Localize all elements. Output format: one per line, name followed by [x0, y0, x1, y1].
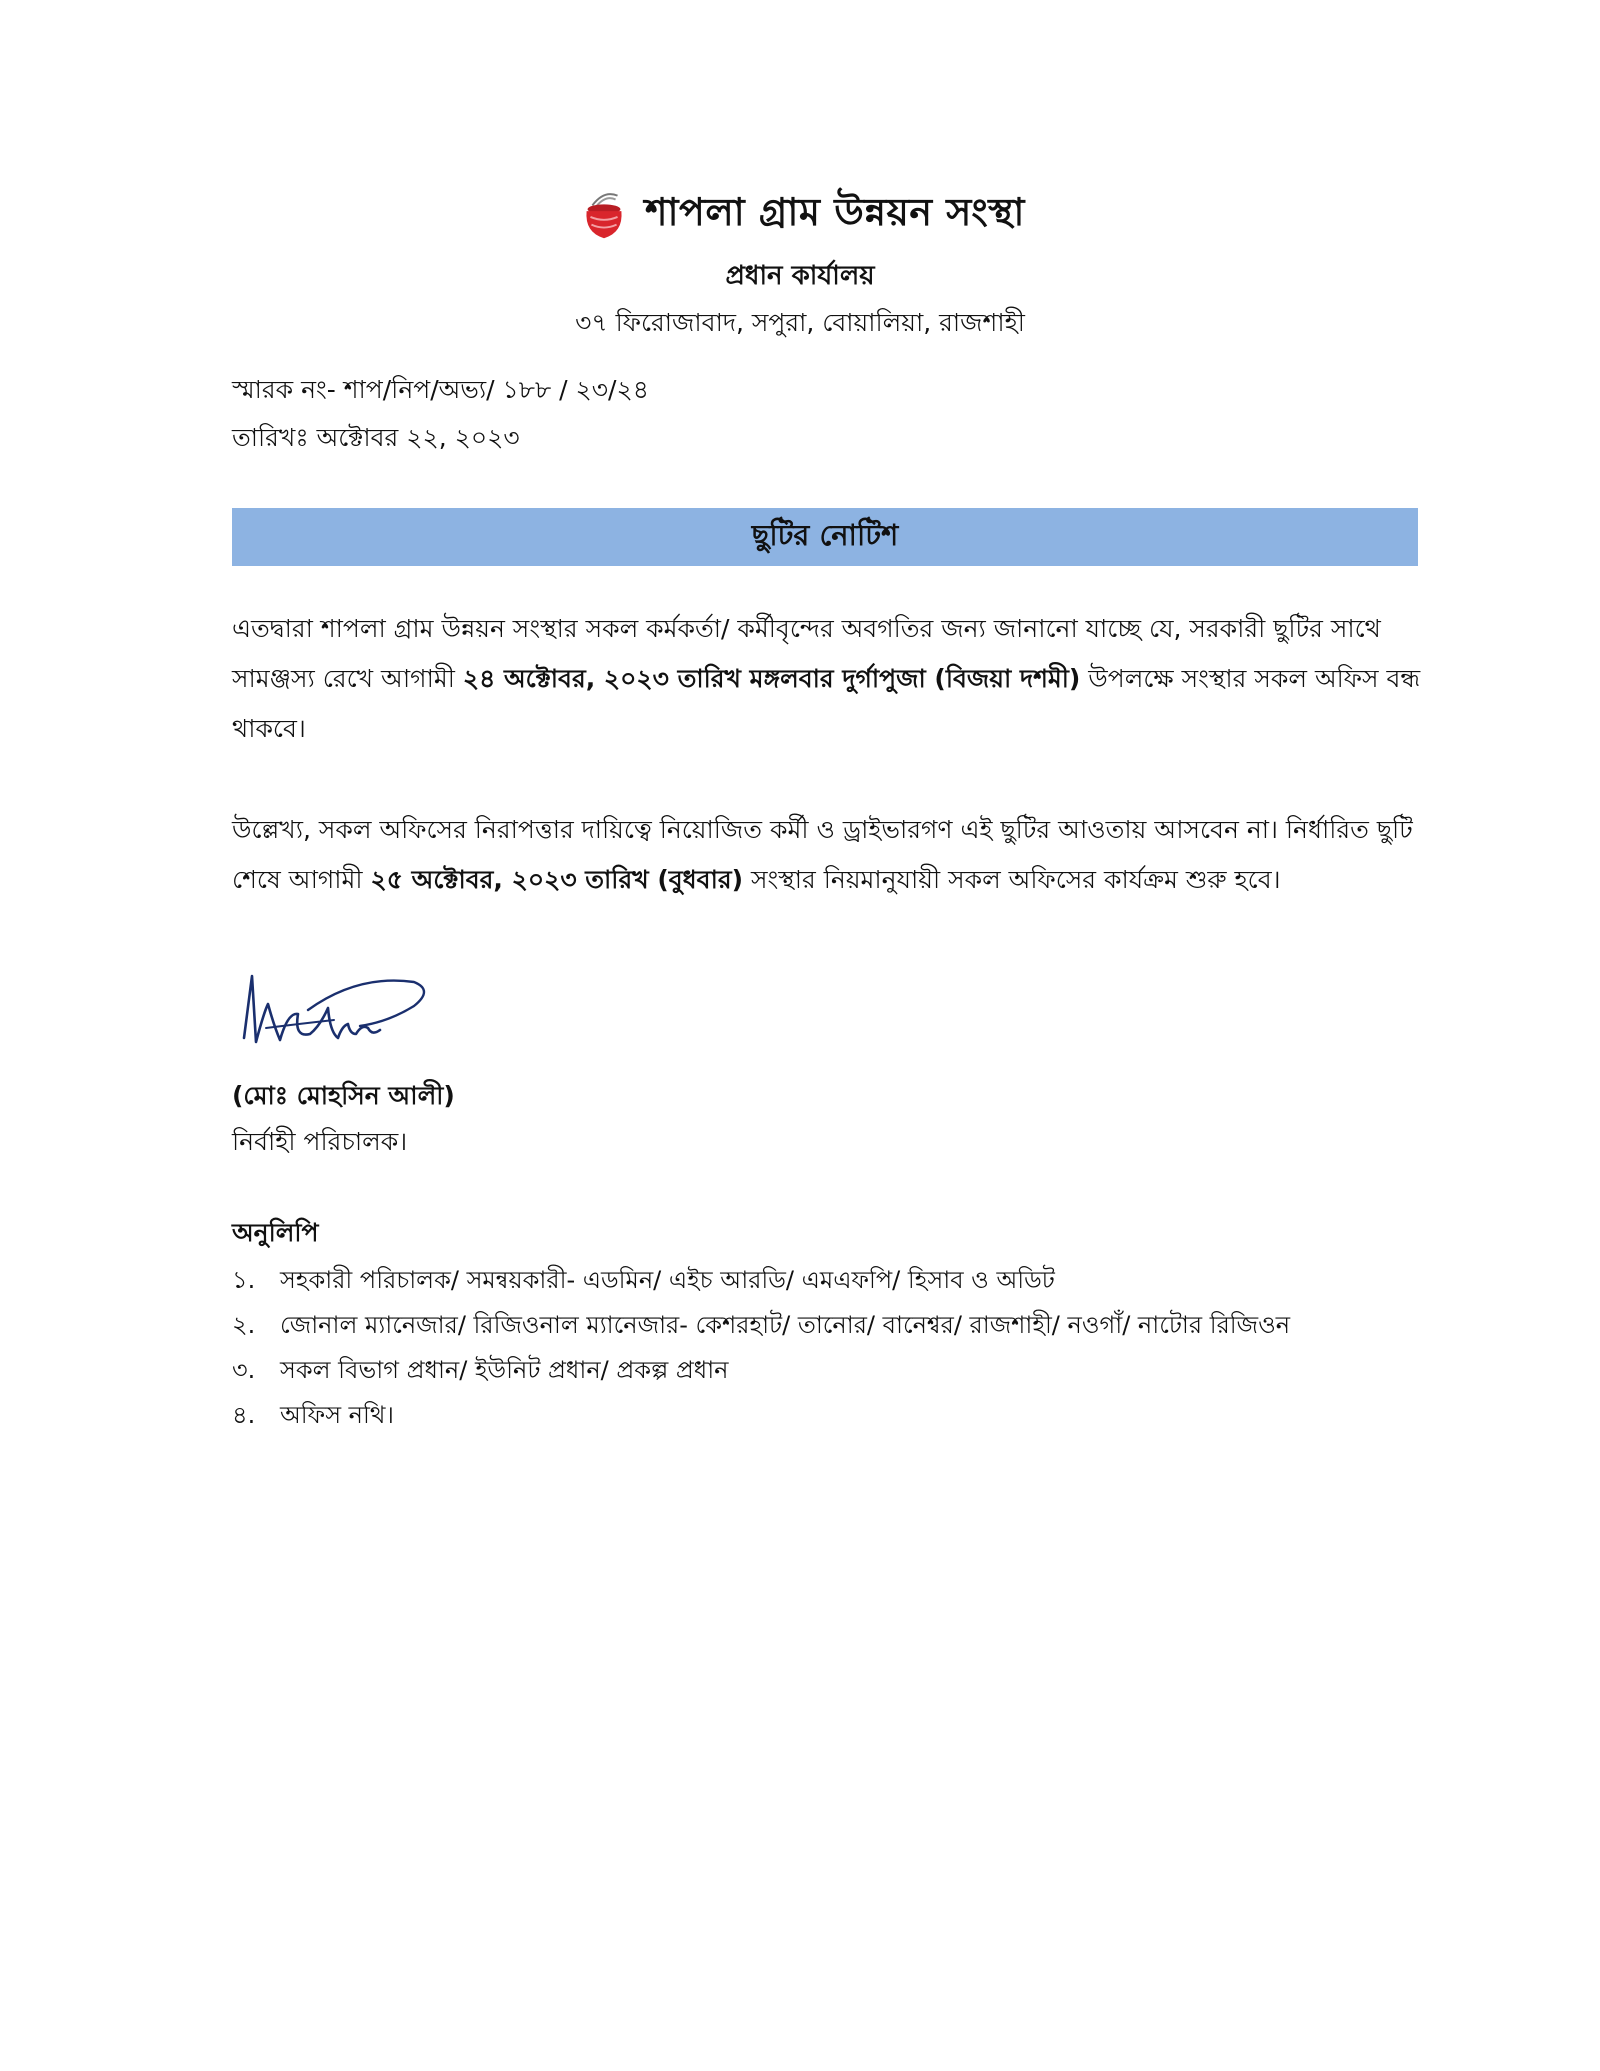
handwritten-signature [238, 968, 438, 1060]
paragraph-2-text-start: উল্লেখ্য, সকল অফিসের নিরাপত্তার দায়িত্বে নিয়োজিত কর্মী ও ড্রাইভারগণ এই ছুটির আওতায় আসবেন না। নির্ধারিত ছুটি শেষে আগামী [232, 815, 1413, 894]
list-item-number: ১. [232, 1266, 256, 1294]
organization-name: শাপলা গ্রাম উন্নয়ন সংস্থা [645, 190, 1025, 234]
signatory-designation: নির্বাহী পরিচালক। [232, 1127, 408, 1156]
signatory-name: (মোঃ মোহসিন আলী) [232, 1081, 455, 1110]
copy-heading: অনুলিপি [232, 1218, 319, 1247]
office-name: প্রধান কার্যালয় [725, 261, 875, 291]
list-item [232, 1348, 1290, 1393]
clay-pot-logo-icon [575, 186, 633, 244]
memo-number: স্মারক নং- শাপ/নিপ/অভ্য/ ১৮৮ / ২৩/২৪ [232, 375, 649, 404]
list-item-number: ২. [232, 1311, 256, 1339]
office-address: ৩৭ ফিরোজাবাদ, সপুরা, বোয়ালিয়া, রাজশাহী [575, 308, 1025, 337]
paragraph-1-holiday-date: ২৪ অক্টোবর, ২০২৩ তারিখ মঙ্গলবার দুর্গাপুজা (বিজয়া দশমী) [462, 664, 1081, 693]
list-item-number: ৪. [232, 1401, 256, 1429]
body-paragraph-2 [232, 805, 1422, 905]
paragraph-1-text-start: এতদ্বারা শাপলা গ্রাম উন্নয়ন সংস্থার সকল কর্মকর্তা/ কর্মীবৃন্দের অবগতির জন্য জানানো যাচ্ছে যে, সরকারী ছুটির সাথে সামঞ্জস্য রেখে আগামী [232, 614, 1381, 693]
paragraph-2-resume-date: ২৫ অক্টোবর, ২০২৩ তারিখ (বুধবার) [370, 865, 744, 894]
list-item-text: সকল বিভাগ প্রধান/ ইউনিট প্রধান/ প্রকল্প প্রধান [280, 1356, 729, 1384]
notice-title-bar [232, 508, 1418, 566]
list-item-text: জোনাল ম্যানেজার/ রিজিওনাল ম্যানেজার- কেশরহাট/ তানোর/ বানেশ্বর/ রাজশাহী/ নওগাঁ/ নাটোর রিজিওন [280, 1311, 1291, 1339]
letterhead [0, 180, 1600, 250]
list-item-text: সহকারী পরিচালক/ সমন্বয়কারী- এডমিন/ এইচ আরডি/ এমএফপি/ হিসাব ও অডিট [280, 1266, 1055, 1294]
list-item [232, 1258, 1290, 1303]
paragraph-1-text-end: উপলক্ষে সংস্থার সকল অফিস বন্ধ থাকবে। [232, 664, 1421, 743]
list-item-number: ৩. [232, 1356, 256, 1384]
body-paragraph-1 [232, 604, 1422, 754]
copy-list [232, 1258, 1290, 1438]
list-item-text: অফিস নথি। [280, 1401, 394, 1429]
list-item [232, 1393, 1290, 1438]
list-item [232, 1303, 1290, 1348]
memo-date: তারিখঃ অক্টোবর ২২, ২০২৩ [232, 423, 520, 452]
paragraph-2-text-end: সংস্থার নিয়মানুযায়ী সকল অফিসের কার্যক্রম শুরু হবে। [743, 865, 1281, 894]
notice-title: ছুটির নোটিশ [751, 517, 899, 552]
